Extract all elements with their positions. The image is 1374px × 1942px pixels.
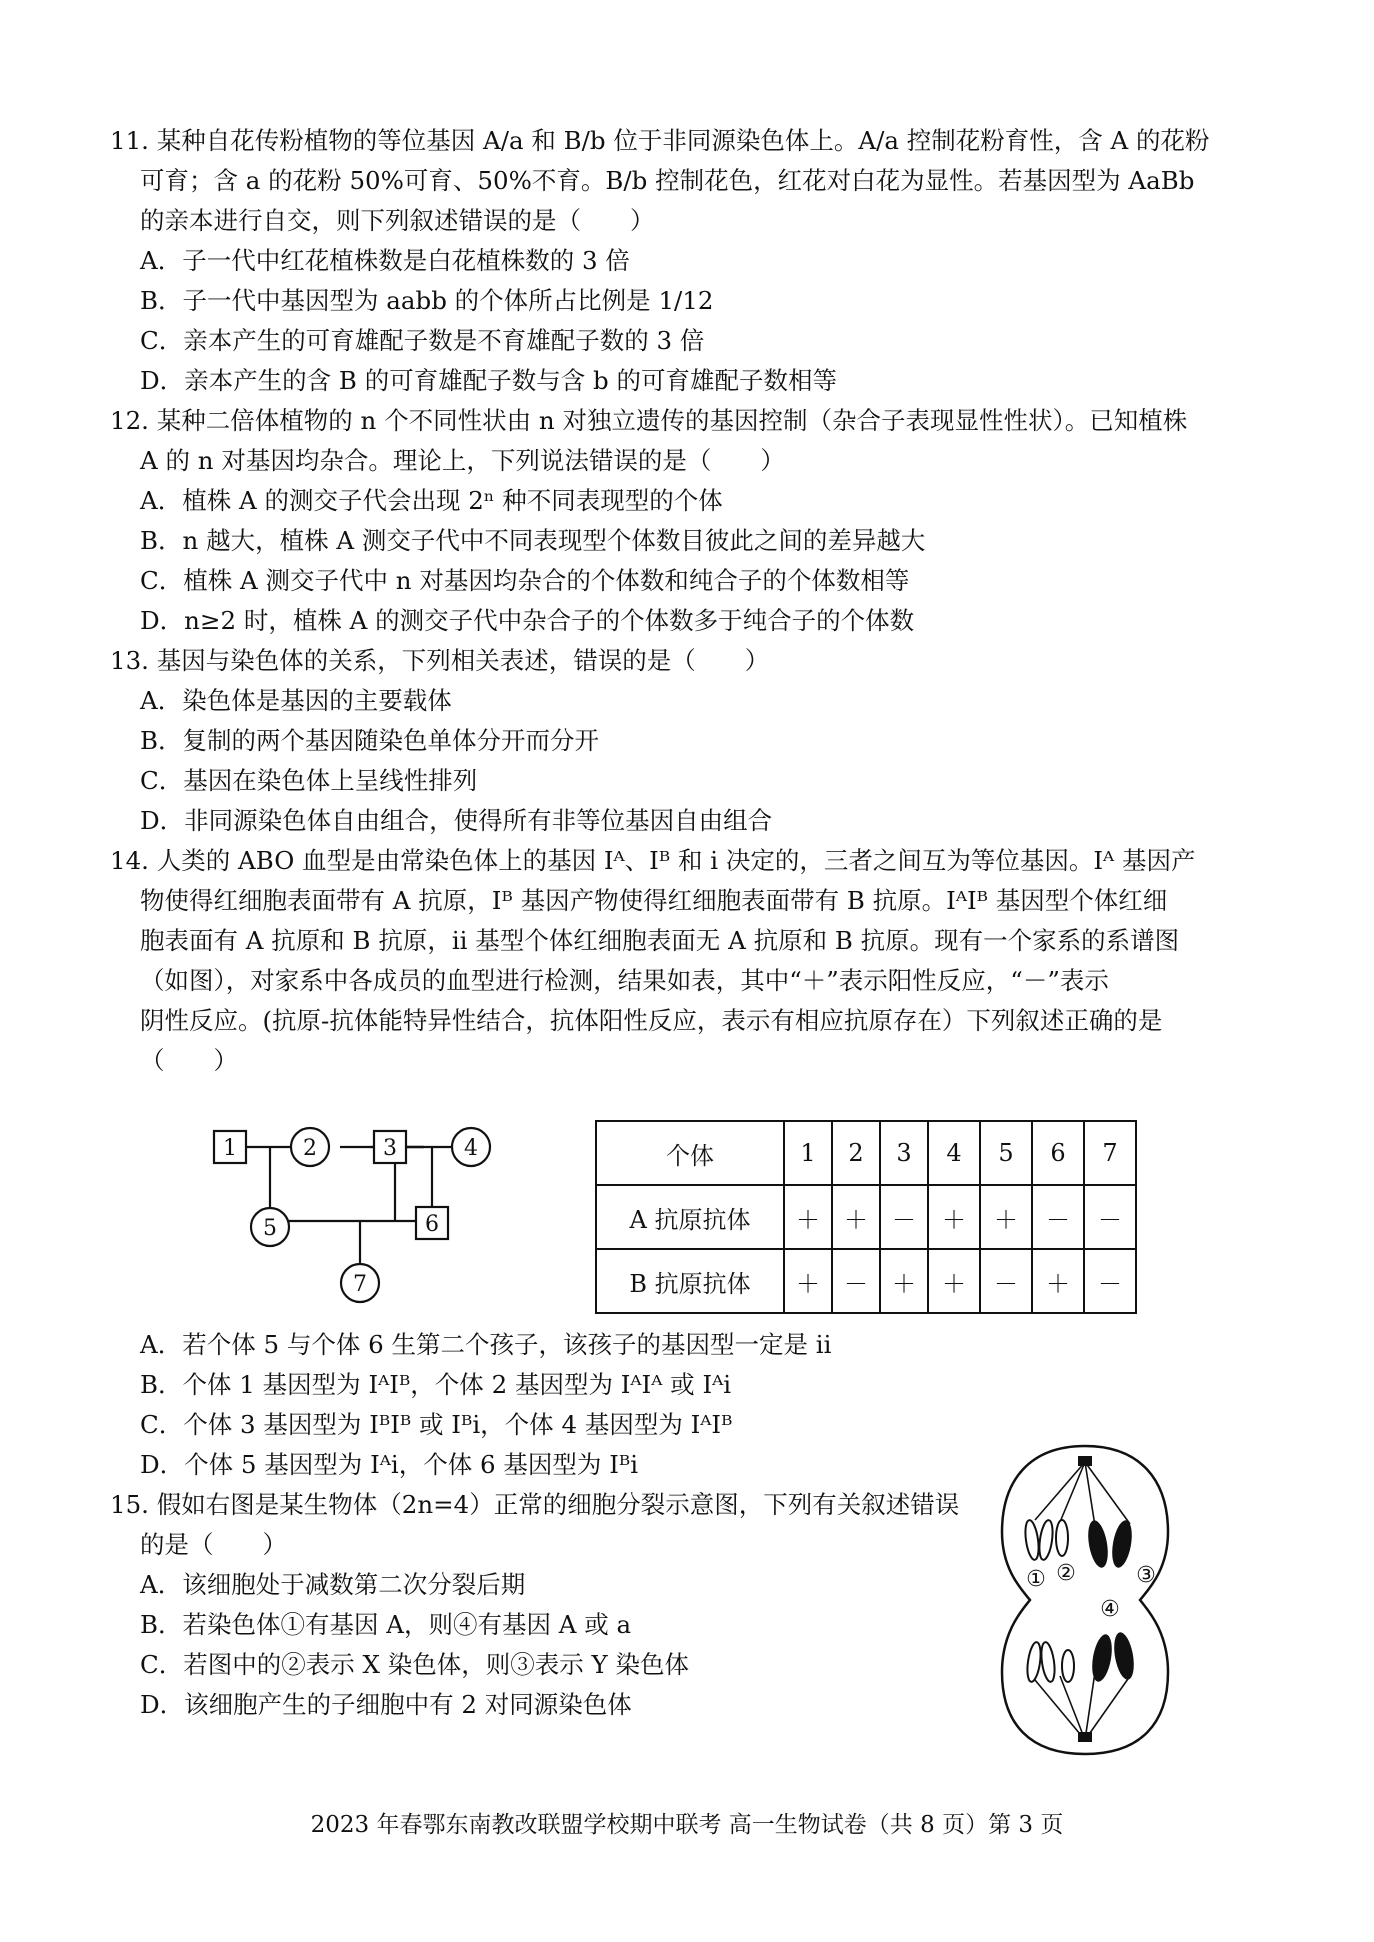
answer-option: A．染色体是基因的主要载体	[140, 686, 452, 715]
table-cell: －	[1084, 1185, 1136, 1249]
pedigree-label-7: 7	[353, 1272, 367, 1297]
answer-option: C．植株 A 测交子代中 n 对基因均杂合的个体数和纯合子的个体数相等	[140, 566, 910, 595]
answer-option: B．复制的两个基因随染色单体分开而分开	[140, 726, 600, 755]
question-text: 的亲本进行自交，则下列叙述错误的是（ ）	[140, 206, 655, 235]
table-header-cell: 个体	[596, 1121, 784, 1185]
table-header-cell: 5	[980, 1121, 1032, 1185]
table-header-cell: 1	[784, 1121, 832, 1185]
table-row	[596, 1185, 1136, 1249]
pedigree-label-5: 5	[263, 1216, 277, 1241]
chromosome-label-1: ①	[1026, 1567, 1046, 1592]
question-stem: 11. 某种自花传粉植物的等位基因 A/a 和 B/b 位于非同源染色体上。A/a 控制花粉育性，含 A 的花粉	[110, 126, 1210, 155]
answer-option: A．该细胞处于减数第二次分裂后期	[140, 1570, 526, 1599]
answer-option: D．亲本产生的含 B 的可育雄配子数与含 b 的可育雄配子数相等	[140, 366, 837, 395]
question-stem: 14. 人类的 ABO 血型是由常染色体上的基因 Iᴬ、Iᴮ 和 i 决定的，三者之间互为等位基因。Iᴬ 基因产	[110, 846, 1196, 875]
question-text: 的是（ ）	[140, 1530, 287, 1559]
question-text: A 的 n 对基因均杂合。理论上，下列说法错误的是（ ）	[140, 446, 785, 475]
table-cell: －	[1084, 1249, 1136, 1313]
table-cell: ＋	[784, 1249, 832, 1313]
question-stem: 12. 某种二倍体植物的 n 个不同性状由 n 对独立遗传的基因控制（杂合子表现显性性状）。已知植株	[110, 406, 1188, 435]
pedigree-label-2: 2	[303, 1136, 317, 1161]
table-header-cell: 2	[832, 1121, 880, 1185]
table-cell: ＋	[1032, 1249, 1084, 1313]
table-header-row	[596, 1121, 1136, 1185]
answer-option: B．n 越大，植株 A 测交子代中不同表现型个体数目彼此之间的差异越大	[140, 526, 926, 555]
pedigree-label-3: 3	[383, 1136, 397, 1161]
pedigree-label-1: 1	[223, 1136, 237, 1161]
question-text: （如图），对家系中各成员的血型进行检测，结果如表，其中“＋”表示阳性反应，“－”表示	[140, 966, 1109, 995]
pedigree-label-4: 4	[464, 1136, 478, 1161]
table-row	[596, 1249, 1136, 1313]
answer-option: D．非同源染色体自由组合，使得所有非等位基因自由组合	[140, 806, 773, 835]
table-cell: ＋	[832, 1185, 880, 1249]
table-cell: ＋	[928, 1185, 980, 1249]
table-header-cell: 6	[1032, 1121, 1084, 1185]
pedigree-chart	[200, 1115, 560, 1315]
table-cell: ＋	[880, 1249, 928, 1313]
table-cell: ＋	[980, 1185, 1032, 1249]
answer-option: B．若染色体①有基因 A，则④有基因 A 或 a	[140, 1610, 632, 1639]
question-stem: 13. 基因与染色体的关系，下列相关表述，错误的是（ ）	[110, 646, 770, 675]
pedigree-label-6: 6	[425, 1212, 439, 1237]
cell-division-diagram	[990, 1440, 1180, 1760]
answer-option: C．个体 3 基因型为 IᴮIᴮ 或 Iᴮi，个体 4 基因型为 IᴬIᴮ	[140, 1410, 733, 1439]
question-stem: 15. 假如右图是某生物体（2n=4）正常的细胞分裂示意图，下列有关叙述错误	[110, 1490, 960, 1519]
table-cell: ＋	[784, 1185, 832, 1249]
chromosome-label-4: ④	[1100, 1597, 1120, 1622]
question-text: （ ）	[140, 1046, 238, 1075]
answer-option: C．亲本产生的可育雄配子数是不育雄配子数的 3 倍	[140, 326, 705, 355]
page-footer: 2023 年春鄂东南教改联盟学校期中联考 高一生物试卷（共 8 页）第 3 页	[310, 1812, 1064, 1838]
answer-option: A．植株 A 的测交子代会出现 2ⁿ 种不同表现型的个体	[140, 486, 723, 515]
question-text: 可育；含 a 的花粉 50%可育、50%不育。B/b 控制花色，红花对白花为显性。若基因型为 AaBb	[140, 166, 1195, 195]
answer-option: B．个体 1 基因型为 IᴬIᴮ，个体 2 基因型为 IᴬIᴬ 或 Iᴬi	[140, 1370, 732, 1399]
table-header-cell: 4	[928, 1121, 980, 1185]
question-text: 阴性反应。(抗原-抗体能特异性结合，抗体阳性反应，表示有相应抗原存在）下列叙述正确的是	[140, 1006, 1163, 1035]
table-cell: －	[1032, 1185, 1084, 1249]
question-text: 物使得红细胞表面带有 A 抗原，Iᴮ 基因产物使得红细胞表面带有 B 抗原。IᴬIᴮ 基因型个体红细	[140, 886, 1168, 915]
answer-option: A．子一代中红花植株数是白花植株数的 3 倍	[140, 246, 630, 275]
table-cell: －	[832, 1249, 880, 1313]
table-cell: A 抗原抗体	[596, 1185, 784, 1249]
table-cell: －	[880, 1185, 928, 1249]
blood-type-table	[595, 1120, 1137, 1314]
table-cell: ＋	[928, 1249, 980, 1313]
answer-option: D．该细胞产生的子细胞中有 2 对同源染色体	[140, 1690, 632, 1719]
table-cell: B 抗原抗体	[596, 1249, 784, 1313]
table-header-cell: 3	[880, 1121, 928, 1185]
answer-option: C．若图中的②表示 X 染色体，则③表示 Y 染色体	[140, 1650, 690, 1679]
question-text: 胞表面有 A 抗原和 B 抗原，ii 基型个体红细胞表面无 A 抗原和 B 抗原。现有一个家系的系谱图	[140, 926, 1180, 955]
answer-option: C．基因在染色体上呈线性排列	[140, 766, 478, 795]
answer-option: B．子一代中基因型为 aabb 的个体所占比例是 1/12	[140, 286, 714, 315]
table-header-cell: 7	[1084, 1121, 1136, 1185]
table-cell: －	[980, 1249, 1032, 1313]
chromosome-label-3: ③	[1136, 1563, 1156, 1588]
answer-option: D．个体 5 基因型为 Iᴬi，个体 6 基因型为 Iᴮi	[140, 1450, 639, 1479]
answer-option: D．n≥2 时，植株 A 的测交子代中杂合子的个体数多于纯合子的个体数	[140, 606, 915, 635]
chromosome-label-2: ②	[1056, 1561, 1076, 1586]
answer-option: A．若个体 5 与个体 6 生第二个孩子，该孩子的基因型一定是 ii	[140, 1330, 832, 1359]
